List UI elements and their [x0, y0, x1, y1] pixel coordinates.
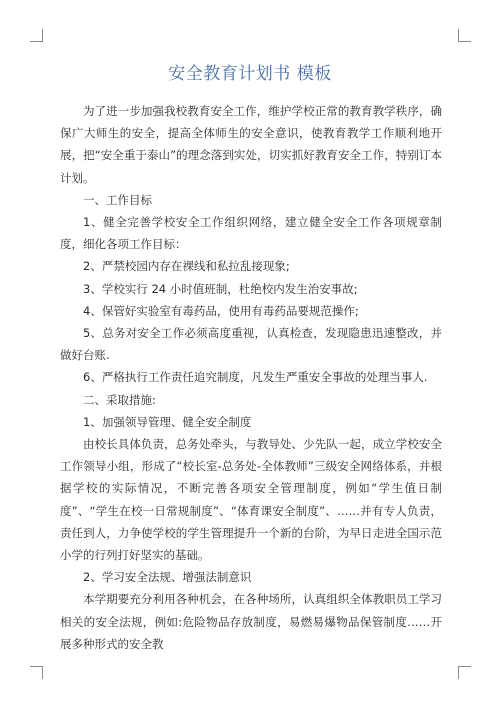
measure-paragraph-2: 本学期要充分利用各种机会，在各种场所，认真组织全体教职员工学习相关的安全法规，例如:危险物品存放制度，易燃易爆物品保管制度……开展多种形式的安全教 — [60, 592, 442, 651]
crop-mark-top-right — [458, 29, 471, 42]
goal-item-1: 1、健全完善学校安全工作组织网络，建立健全安全工作各项规章制度，细化各项工作目标： — [60, 215, 442, 252]
crop-mark-bottom-left — [30, 666, 43, 679]
document-body — [60, 100, 442, 655]
intro-paragraph: 为了进一步加强我校教育安全工作，维护学校正常的教育教学秩序，确保广大师生的安全，提高全体师生的安全意识，使教育教学工作顺利地开展，把“安全重于泰山”的理念落到实处，切实抓好教育安全工作，特别订本计划。 — [60, 104, 442, 185]
crop-mark-bottom-right — [458, 666, 471, 679]
goal-item-6: 6、严格执行工作责任追究制度，凡发生严重安全事故的处理当事人. — [83, 370, 428, 385]
section-heading-goals: 一、工作目标 — [83, 192, 152, 207]
crop-mark-top-left — [30, 29, 43, 42]
document-title: 安全教育计划书 模板 — [168, 64, 332, 84]
goal-item-2: 2、严禁校园内存在裸线和私拉乱接现象; — [83, 259, 290, 274]
measure-paragraph-1: 由校长具体负责，总务处牵头，与教导处、少先队一起，成立学校安全工作领导小组，形成了“校长室-总务处-全体教师”三级安全网络体系，并根据学校的实际情况，不断完善各项安全管理制度，例如“学生值日制度”、“学生在校一日常规制度”、“体育课安全制度”、……并有专人负责，责任到人，力争使学校的学生管理提升一个新的台阶，为早日走进全国示范小学的行列打好坚实的基础。 — [60, 437, 442, 563]
goal-item-5: 5、总务对安全工作必须高度重视，认真检查，发现隐患迅速整改，并做好台账. — [60, 326, 442, 363]
measure-heading-1: 1、加强领导管理、健全安全制度 — [83, 414, 252, 429]
section-heading-measures: 二、采取措施: — [83, 392, 156, 407]
goal-item-4: 4、保管好实验室有毒药品，使用有毒药品要规范操作; — [83, 303, 359, 318]
goal-item-3: 3、学校实行 24 小时值班制，杜绝校内发生治安事故; — [83, 281, 358, 296]
measure-heading-2: 2、学习安全法规、增强法制意识 — [83, 570, 252, 585]
